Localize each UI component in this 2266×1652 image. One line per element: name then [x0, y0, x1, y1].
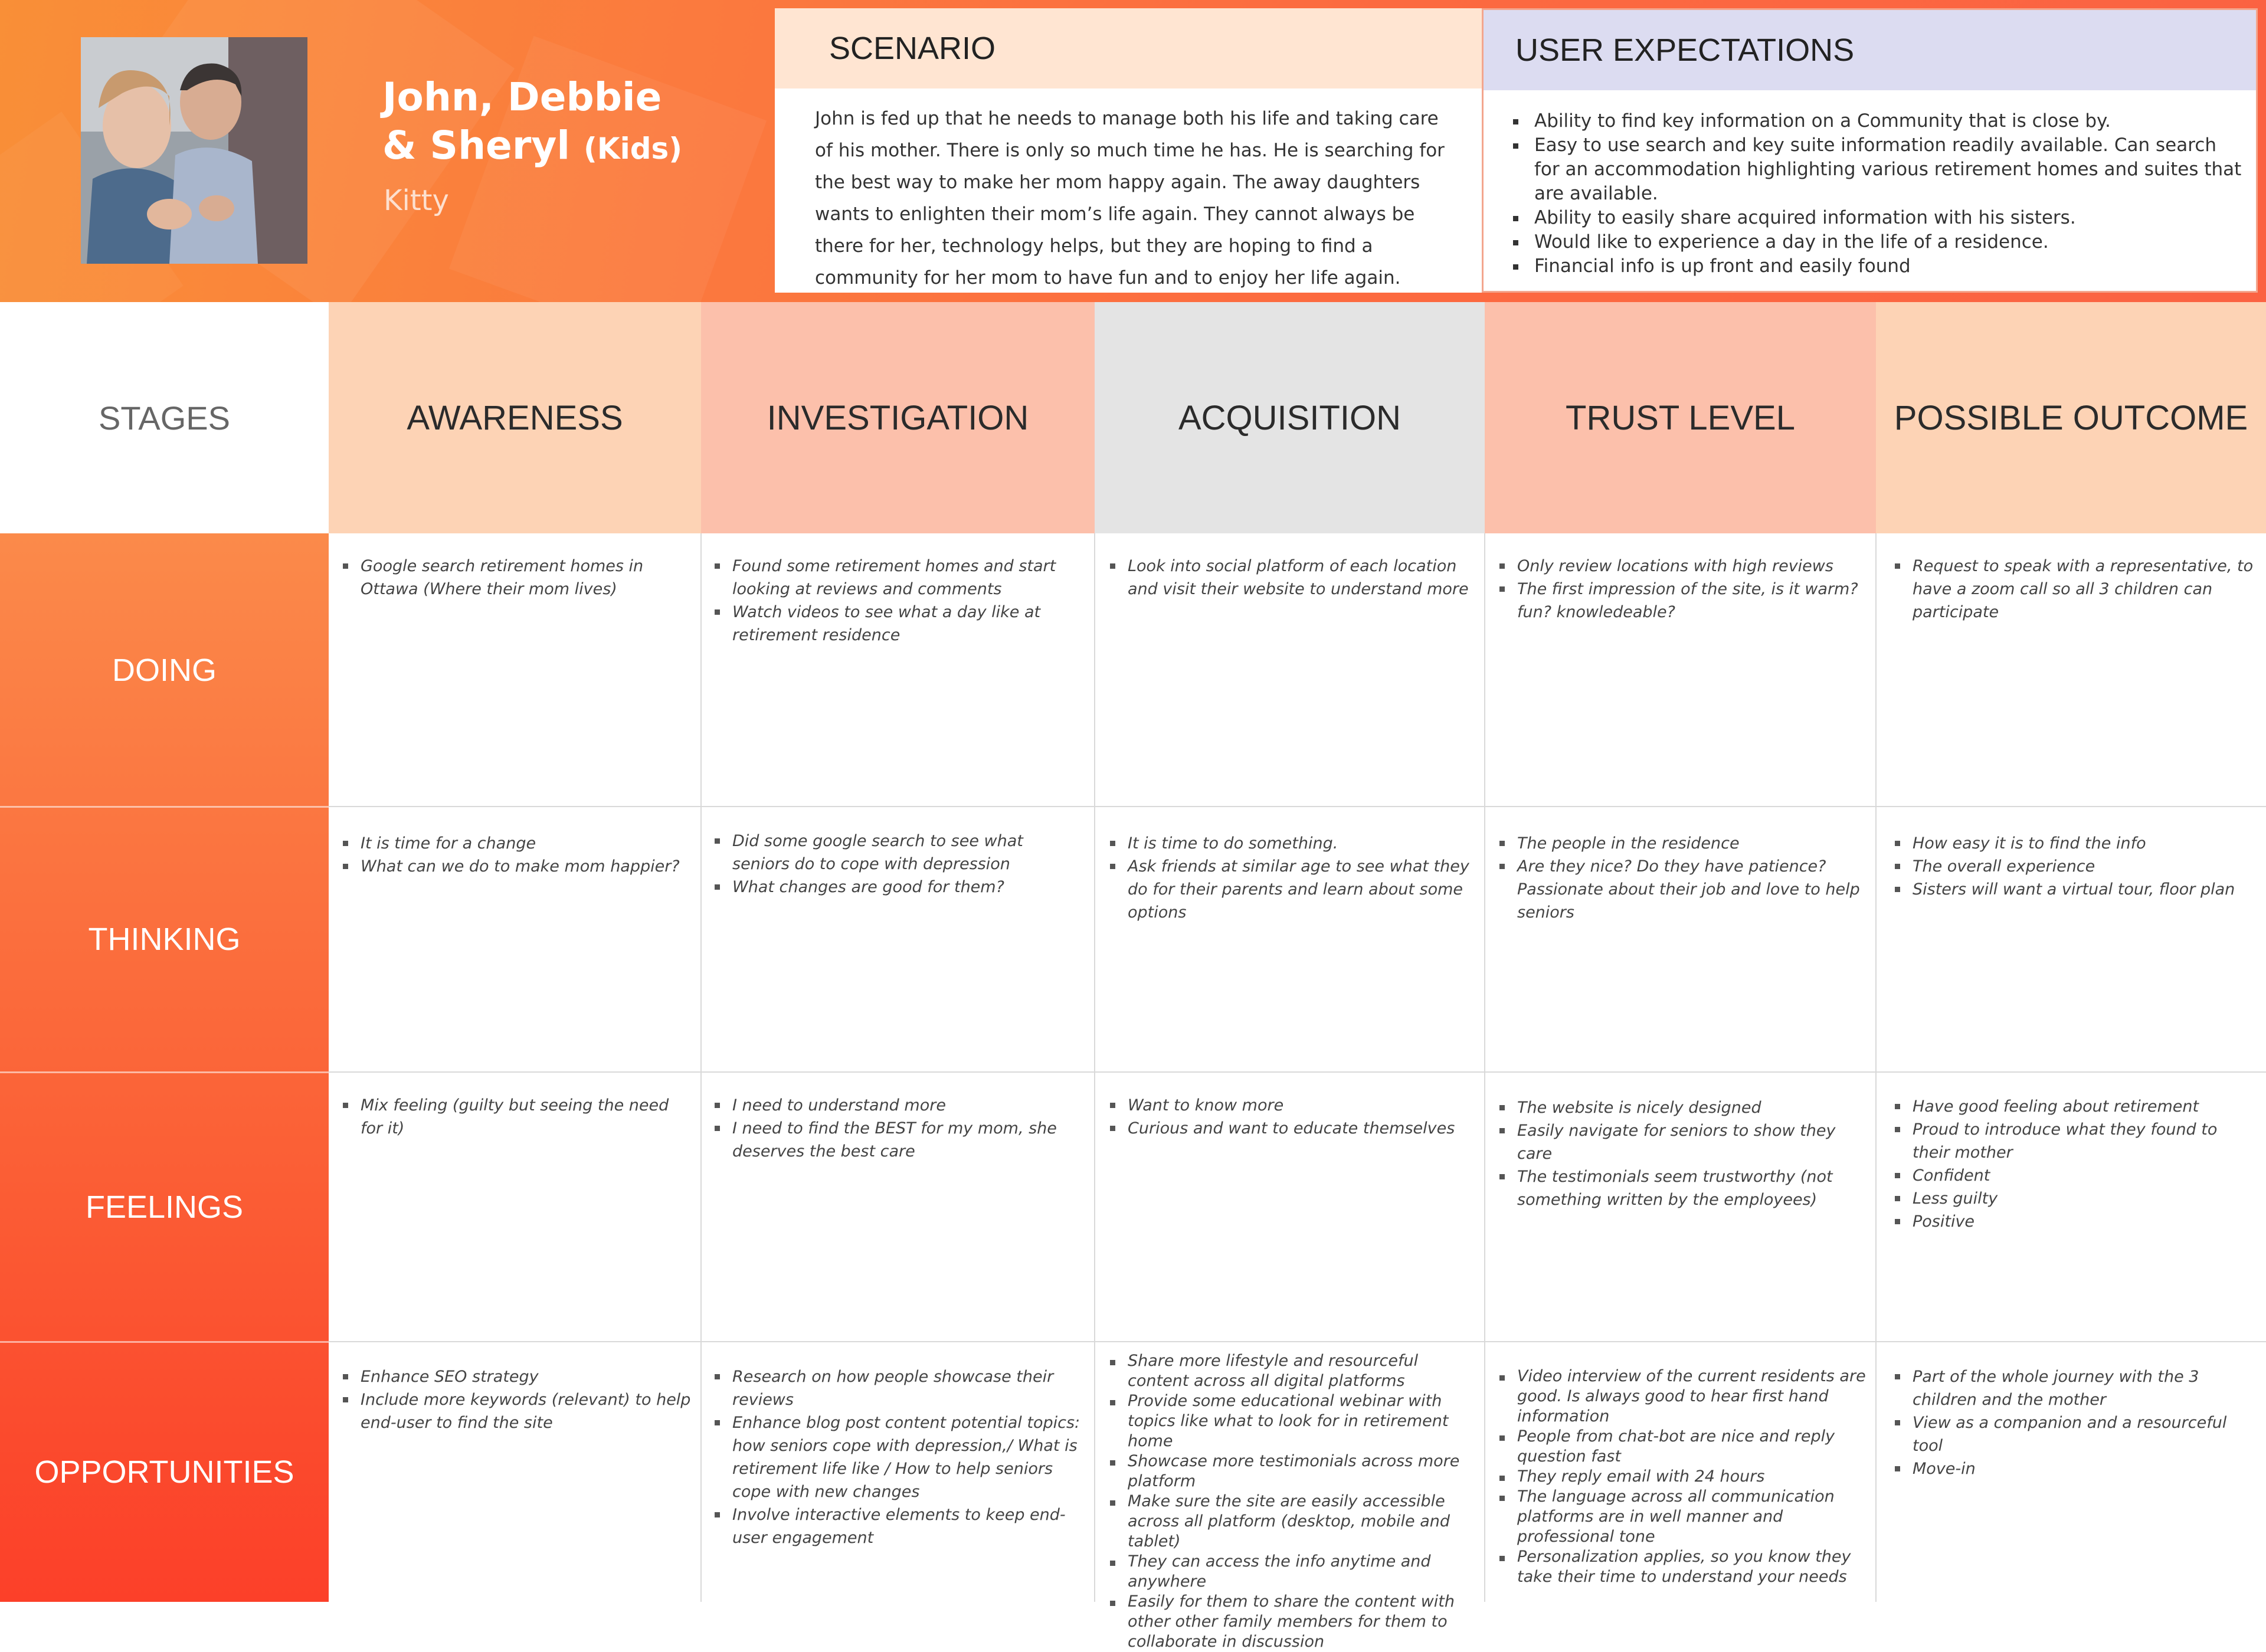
stage-acquisition: ACQUISITION: [1095, 302, 1485, 533]
list-item: The overall experience: [1892, 855, 2258, 878]
stages-header-row: [0, 302, 2266, 533]
persona-name-line2: [382, 122, 748, 173]
expectation-item: Easy to use search and key suite information readily available. Can search for an accommodation highlighting various retirement homes and suites that are available.: [1501, 133, 2245, 206]
expectation-item: Ability to find key information on a Community that is close by.: [1501, 109, 2245, 133]
row-label-opportunities: OPPORTUNITIES: [34, 1454, 294, 1490]
persona-photo: [81, 37, 307, 264]
grid-line: [1484, 533, 1485, 1602]
list-item: I need to find the BEST for my mom, she deserves the best care: [712, 1117, 1084, 1163]
grid-line: [1875, 533, 1877, 1602]
list-item: The testimonials seem trustworthy (not something written by the employees): [1497, 1165, 1863, 1211]
user-expectations-list: [1501, 109, 2245, 278]
row-label-feelings: FEELINGS: [85, 1189, 244, 1225]
list-item: Mix feeling (guilty but seeing the need for it): [340, 1094, 695, 1140]
stage-possible-outcome: POSSIBLE OUTCOME: [1876, 302, 2266, 533]
user-expectations-title: USER EXPECTATIONS: [1484, 10, 2256, 90]
cell-opportunities-awareness: [340, 1365, 695, 1434]
list-item: Enhance SEO strategy: [340, 1365, 695, 1388]
list-item: Found some retirement homes and start looking at reviews and comments: [712, 555, 1084, 601]
list-item: They reply email with 24 hours: [1497, 1467, 1869, 1487]
user-expectations-panel: [1482, 8, 2258, 293]
list-item: Google search retirement homes in Ottawa (Where their mom lives): [340, 555, 689, 601]
grid-line: [1094, 533, 1095, 1602]
list-item: Only review locations with high reviews: [1497, 555, 1863, 578]
list-item: What changes are good for them?: [712, 876, 1084, 899]
cell-opportunities-possible-outcome: [1892, 1365, 2258, 1480]
expectation-item: Would like to experience a day in the life of a residence.: [1501, 230, 2245, 254]
row-label-doing: DOING: [112, 652, 217, 688]
list-item: What can we do to make mom happier?: [340, 855, 689, 878]
list-item: View as a companion and a resourceful tool: [1892, 1411, 2258, 1457]
list-item: They can access the info anytime and anywhere: [1108, 1552, 1479, 1592]
journey-grid: [329, 533, 2266, 1651]
cell-thinking-possible-outcome: [1892, 832, 2258, 901]
list-item: Showcase more testimonials across more platform: [1108, 1451, 1479, 1492]
list-item: Video interview of the current residents are good. Is always good to hear first hand information: [1497, 1366, 1869, 1427]
list-item: Confident: [1892, 1164, 2258, 1187]
cell-thinking-trust-level: [1497, 832, 1863, 924]
stage-investigation: INVESTIGATION: [701, 302, 1095, 533]
cell-feelings-awareness: [340, 1094, 695, 1140]
list-item: Move-in: [1892, 1457, 2258, 1480]
list-item: Proud to introduce what they found to their mother: [1892, 1118, 2258, 1164]
persona-name-line1: John, Debbie: [382, 74, 662, 120]
list-item: It is time to do something.: [1108, 832, 1473, 855]
list-item: It is time for a change: [340, 832, 689, 855]
persona-subtitle: Kitty: [384, 184, 449, 217]
list-item: Curious and want to educate themselves: [1108, 1117, 1473, 1140]
persona-photo-illustration: [81, 37, 307, 264]
list-item: Look into social platform of each location and visit their website to understand more: [1108, 555, 1473, 601]
cell-feelings-trust-level: [1497, 1096, 1863, 1211]
cell-thinking-acquisition: [1108, 832, 1473, 924]
grid-line: [329, 806, 2266, 807]
cell-doing-awareness: [340, 555, 689, 601]
cell-thinking-investigation: [712, 830, 1084, 899]
scenario-text: John is fed up that he needs to manage both his life and taking care of his mother. There is only so much time he has. He is searching for the best way to make her mom happy again. The away daughters wants to enlighten their mom’s life again. They cannot always be there for her, technology helps, but they are hoping to find a community for her mom to have fun and to enjoy her life again.: [815, 108, 1445, 289]
list-item: The website is nicely designed: [1497, 1096, 1863, 1119]
list-item: Want to know more: [1108, 1094, 1473, 1117]
cell-opportunities-acquisition: [1108, 1351, 1479, 1652]
list-item: The language across all communication platforms are in well manner and professional tone: [1497, 1487, 1869, 1547]
grid-line: [329, 1341, 2266, 1342]
cell-feelings-investigation: [712, 1094, 1084, 1163]
list-item: Did some google search to see what seniors do to cope with depression: [712, 830, 1084, 876]
list-item: Are they nice? Do they have patience? Passionate about their job and love to help seniors: [1497, 855, 1863, 924]
expectation-item: Ability to easily share acquired information with his sisters.: [1501, 206, 2245, 230]
list-item: The people in the residence: [1497, 832, 1863, 855]
cell-thinking-awareness: [340, 832, 689, 878]
list-item: Easily for them to share the content with other other family members for them to collaborate in discussion: [1108, 1592, 1479, 1652]
persona-name-main: & Sheryl: [382, 123, 571, 168]
persona-header: [0, 0, 2266, 302]
scenario-panel: [775, 8, 1482, 293]
list-item: Positive: [1892, 1210, 2258, 1233]
cell-doing-acquisition: [1108, 555, 1473, 601]
scenario-title: SCENARIO: [775, 8, 1482, 88]
row-label-thinking: THINKING: [88, 922, 241, 957]
persona-name-suffix: (Kids): [584, 132, 683, 166]
expectation-item: Financial info is up front and easily found: [1501, 254, 2245, 278]
list-item: Easily navigate for seniors to show they care: [1497, 1119, 1863, 1165]
cell-doing-trust-level: [1497, 555, 1863, 624]
list-item: Watch videos to see what a day like at retirement residence: [712, 601, 1084, 647]
list-item: I need to understand more: [712, 1094, 1084, 1117]
list-item: Personalization applies, so you know they take their time to understand your needs: [1497, 1547, 1869, 1587]
grid-line: [700, 533, 702, 1602]
stage-trust-level: TRUST LEVEL: [1485, 302, 1876, 533]
list-item: Ask friends at similar age to see what they do for their parents and learn about some options: [1108, 855, 1473, 924]
list-item: Enhance blog post content potential topics: how seniors cope with depression,/ What is retirement life like / How to help seniors cope with new changes: [712, 1411, 1084, 1503]
list-item: How easy it is to find the info: [1892, 832, 2258, 855]
list-item: Have good feeling about retirement: [1892, 1095, 2258, 1118]
list-item: Involve interactive elements to keep end-user engagement: [712, 1503, 1084, 1549]
list-item: Request to speak with a representative, to have a zoom call so all 3 children can participate: [1892, 555, 2258, 624]
cell-feelings-acquisition: [1108, 1094, 1473, 1140]
stage-awareness: AWARENESS: [329, 302, 701, 533]
persona-name: [382, 73, 748, 173]
list-item: Share more lifestyle and resourceful content across all digital platforms: [1108, 1351, 1479, 1391]
cell-doing-possible-outcome: [1892, 555, 2258, 624]
list-item: Part of the whole journey with the 3 children and the mother: [1892, 1365, 2258, 1411]
grid-line: [329, 1071, 2266, 1073]
list-item: Sisters will want a virtual tour, floor plan: [1892, 878, 2258, 901]
cell-doing-investigation: [712, 555, 1084, 647]
list-item: Provide some educational webinar with topics like what to look for in retirement home: [1108, 1391, 1479, 1451]
list-item: Research on how people showcase their reviews: [712, 1365, 1084, 1411]
list-item: People from chat-bot are nice and reply question fast: [1497, 1427, 1869, 1467]
list-item: Less guilty: [1892, 1187, 2258, 1210]
cell-opportunities-trust-level: [1497, 1366, 1869, 1587]
cell-feelings-possible-outcome: [1892, 1095, 2258, 1233]
row-labels-column: [0, 533, 329, 1602]
list-item: Include more keywords (relevant) to help end-user to find the site: [340, 1388, 695, 1434]
list-item: The first impression of the site, is it warm? fun? knowledeable?: [1497, 578, 1863, 624]
list-item: Make sure the site are easily accessible across all platform (desktop, mobile and tablet): [1108, 1492, 1479, 1552]
stages-label: STAGES: [0, 302, 329, 533]
cell-opportunities-investigation: [712, 1365, 1084, 1549]
